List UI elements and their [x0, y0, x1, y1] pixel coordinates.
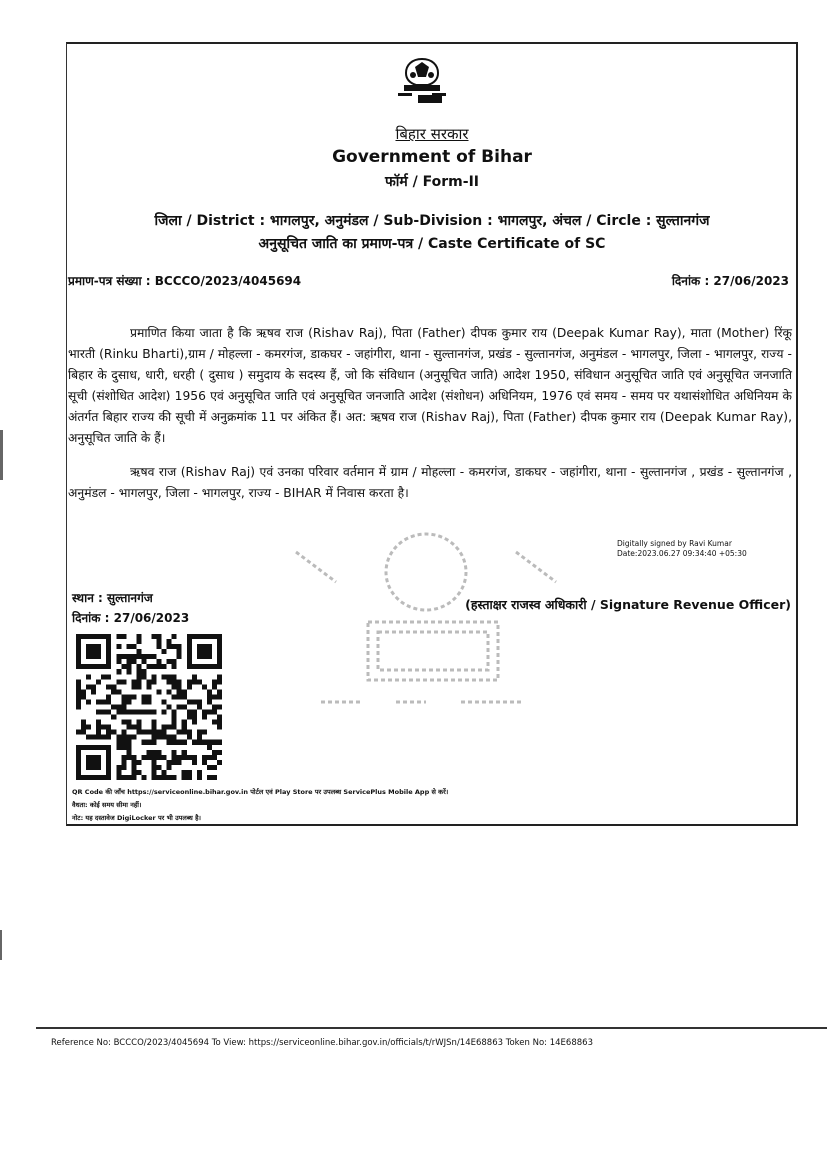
certificate-number: प्रमाण-पत्र संख्या : BCCCO/2023/4045694	[68, 274, 302, 288]
reference-footer: Reference No: BCCCO/2023/4045694 To View: https://serviceonline.bihar.gov.in/officials/t/rWJSn/14E68863 Token No: 14E68863	[51, 1038, 593, 1048]
bihar-state-emblem-icon	[382, 55, 462, 105]
digilocker-note: नोट: यह दस्तावेज DigiLocker पर भी उपलब्ध है।	[72, 814, 201, 822]
certificate-title: अनुसूचित जाति का प्रमाण-पत्र / Caste Certificate of SC	[258, 236, 606, 252]
digital-signature-timestamp: Date:2023.06.27 09:34:40 +05:30	[617, 549, 747, 558]
form-label: फॉर्म / Form-II	[385, 174, 479, 190]
government-title-hindi: बिहार सरकार	[395, 125, 469, 143]
official-stamp-watermark	[276, 512, 576, 752]
residence-paragraph: ऋषव राज (Rishav Raj) एवं उनका परिवार वर्तमान में ग्राम / मोहल्ला - कमरगंज, डाकघर - जहांगीरा, थाना - सुल्तानगंज , प्रखंड - सुल्तानगंज , अनुमंडल - भागलपुर, जिला - भागलपुर, राज्य - BIHAR में निवास करता है।	[68, 465, 792, 500]
district-line: जिला / District : भागलपुर, अनुमंडल / Sub-Division : भागलपुर, अंचल / Circle : सुल्तानगंज	[154, 213, 710, 229]
footer-divider	[36, 1027, 827, 1029]
digital-signature-info	[617, 539, 747, 559]
scan-edge-mark	[0, 930, 2, 960]
verification-qr-code-icon[interactable]	[76, 634, 222, 780]
signature-date: दिनांक : 27/06/2023	[72, 611, 190, 625]
issue-place: स्थान : सुल्तानगंज	[72, 591, 153, 605]
digital-signature-signer: Digitally signed by Ravi Kumar	[617, 539, 732, 548]
issue-date: दिनांक : 27/06/2023	[671, 274, 789, 288]
scan-edge-mark	[0, 430, 3, 480]
validity-note: वैधता: कोई समय सीमा नहीं।	[72, 801, 142, 809]
signature-officer-title: (हस्ताक्षर राजस्व अधिकारी / Signature Revenue Officer)	[465, 597, 791, 612]
government-title-english: Government of Bihar	[332, 147, 532, 167]
qr-verification-note: QR Code की जाँच https://serviceonline.bihar.gov.in पोर्टल एवं Play Store पर उपलब्ध ServicePlus Mobile App से करें।	[72, 788, 449, 796]
certificate-body-paragraph: प्रमाणित किया जाता है कि ऋषव राज (Rishav Raj), पिता (Father) दीपक कुमार राय (Deepak Kumar Ray), माता (Mother) रिंकू भारती (Rinku Bharti),ग्राम / मोहल्ला - कमरगंज, डाकघर - जहांगीरा, थाना - सुल्तानगंज, प्रखंड - सुल्तानगंज, अनुमंडल - भागलपुर, जिला - भागलपुर, राज्य - बिहार के दुसाध, धारी, धरही ( दुसाध ) समुदाय के सदस्य हैं, जो कि संविधान (अनुसूचित जाति) आदेश 1950, संविधान अनुसूचित जाति एवं अनुसूचित जनजाति सूची (संशोधित आदेश) 1956 एवं अनुसूचित जाति एवं अनुसूचित जनजाति आदेश (संशोधन) अधिनियम, 1976 एवं समय - समय पर यथासंशोधित अधिनियम के अंतर्गत बिहार राज्य की सूची में अनुक्रमांक 11 पर अंकित हैं। अत: ऋषव राज (Rishav Raj), पिता (Father) दीपक कुमार राय (Deepak Kumar Ray), अनुसूचित जाति के हैं।	[68, 326, 792, 445]
